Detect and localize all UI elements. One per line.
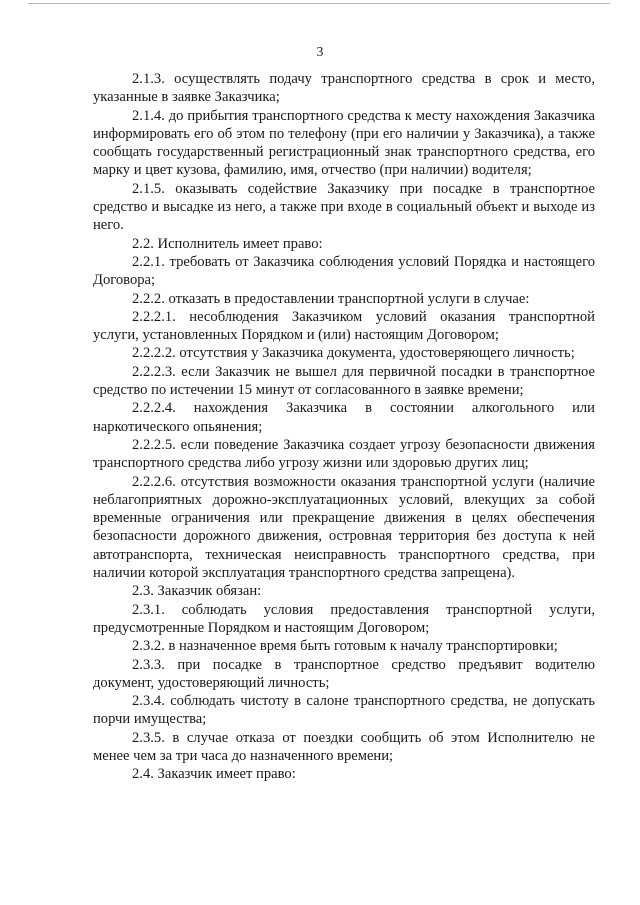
paragraph-2-3-5: 2.3.5. в случае отказа от поездки сообщить об этом Исполнителю не менее чем за три часа до назначенного времени; [93, 729, 595, 764]
paragraph-2-3-3: 2.3.3. при посадке в транспортное средство предъявит водителю документ, удостоверяющий личность; [93, 656, 595, 691]
paragraph-2-2-1: 2.2.1. требовать от Заказчика соблюдения условий Порядка и настоящего Договора; [93, 253, 595, 289]
paragraph-2-1-4: 2.1.4. до прибытия транспортного средства к месту нахождения Заказчика информировать его об этом по телефону (при его наличии у Заказчика), а также сообщать государственный регистрационный знак транспортного средства, его марку и цвет кузова, фамилию, имя, отчество (при наличии) водителя; [93, 107, 595, 179]
paragraph-2-3-1: 2.3.1. соблюдать условия предоставления транспортной услуги, предусмотренные Порядком и настоящим Договором; [93, 601, 595, 636]
page-top-edge [28, 3, 610, 4]
page-number: 3 [316, 44, 324, 59]
paragraph-2-2-2-3: 2.2.2.3. если Заказчик не вышел для первичной посадки в транспортное средство по истечении 15 минут от согласованного в заявке времени; [93, 363, 595, 399]
paragraph-2-2-2: 2.2.2. отказать в предоставлении транспортной услуги в случае: [132, 290, 530, 307]
paragraph-2-2-2-4: 2.2.2.4. нахождения Заказчика в состоянии алкогольного или наркотического опьянения; [93, 400, 595, 435]
paragraph-2-2-2-2: 2.2.2.2. отсутствия у Заказчика документа, удостоверяющего личность; [132, 345, 575, 362]
paragraph-2-1-3: 2.1.3. осуществлять подачу транспортного средства в срок и место, указанные в заявке Заказчика; [93, 71, 595, 106]
paragraph-2-1-5: 2.1.5. оказывать содействие Заказчику при посадке в транспортное средство и высадке из него, а также при входе в социальный объект и выходе из него. [93, 180, 595, 234]
paragraph-2-2-2-6: 2.2.2.6. отсутствия возможности оказания транспортной услуги (наличие неблагоприятных дорожно-эксплуатационных условий, влекущих за собой временные ограничения или прекращение движения в целях обеспечения безопасности дорожного движения, островная территория без доступа к ней автотранспорта, техническая неисправность транспортного средства, при наличии которой эксплуатация транспортного средства запрещена). [93, 473, 595, 582]
paragraph-2-2-2-5: 2.2.2.5. если поведение Заказчика создает угрозу безопасности движения транспортного средства либо угрозу жизни или здоровью других лиц; [93, 436, 595, 472]
paragraph-2-2-2-1: 2.2.2.1. несоблюдения Заказчиком условий оказания транспортной услуги, установленных Порядком и (или) настоящим Договором; [93, 308, 595, 344]
section-2-4-heading: 2.4. Заказчик имеет право: [132, 766, 296, 783]
paragraph-2-3-2: 2.3.2. в назначенное время быть готовым к началу транспортировки; [132, 638, 558, 655]
section-2-3-heading: 2.3. Заказчик обязан: [132, 583, 262, 600]
section-2-2-heading: 2.2. Исполнитель имеет право: [132, 235, 323, 252]
document-body [93, 70, 595, 784]
paragraph-2-3-4: 2.3.4. соблюдать чистоту в салоне транспортного средства, не допускать порчи имущества; [93, 693, 595, 728]
